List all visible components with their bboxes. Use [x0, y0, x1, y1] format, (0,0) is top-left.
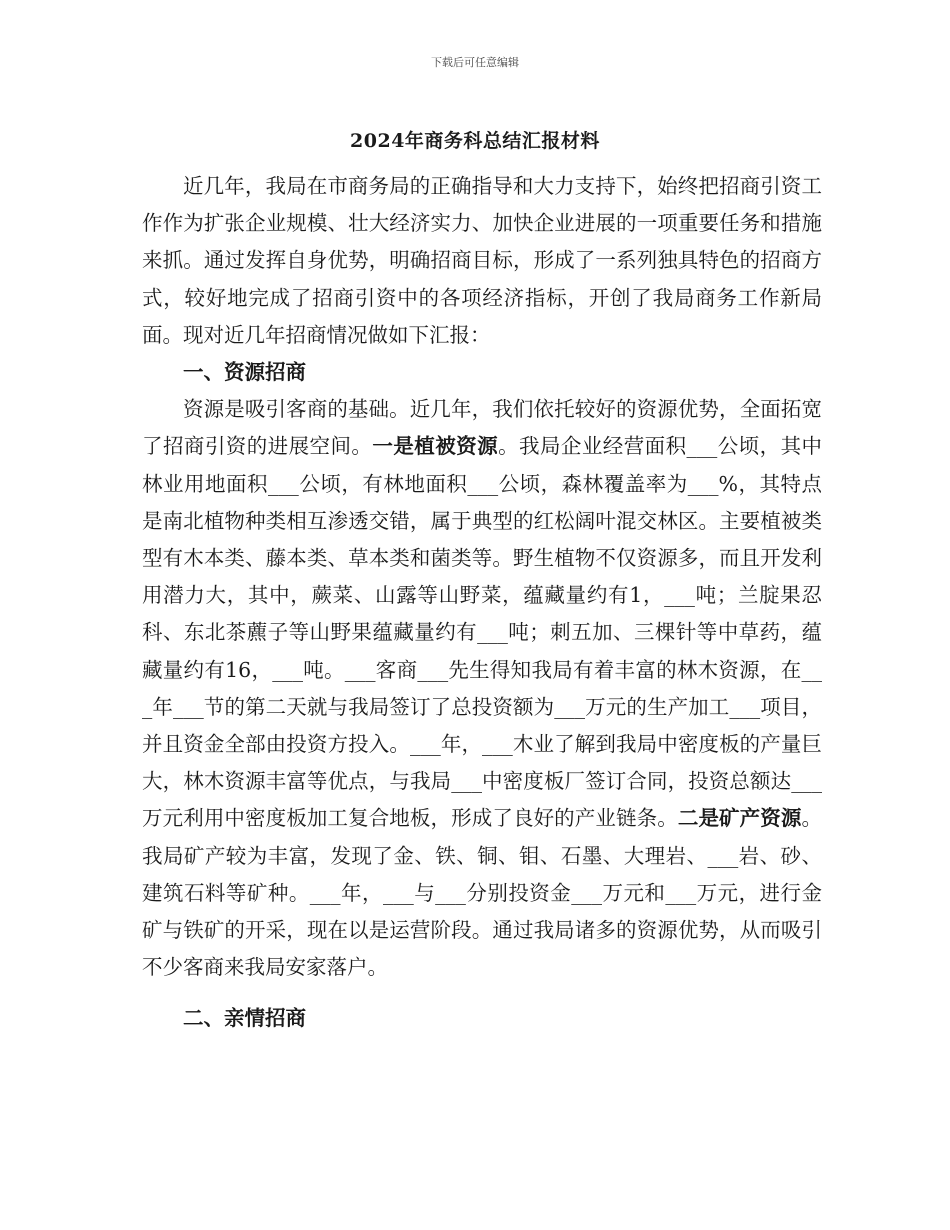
vegetation-resources-label: 一是植被资源 — [372, 434, 499, 459]
section-heading-resources: 一、资源招商 — [183, 360, 306, 385]
resources-text-part1: 资源是吸引客商的基础。近几年，我们依托较好的资源优势，全面拓宽了招商引资的进展空间。 — [142, 397, 822, 459]
section-heading-kinship: 二、亲情招商 — [183, 1006, 306, 1031]
resources-paragraph — [142, 391, 822, 986]
mineral-resources-label: 二是矿产资源 — [677, 806, 802, 831]
document-body — [142, 168, 822, 1038]
resources-text-part3: 。我局矿产较为丰富，发现了金、铁、铜、钼、石墨、大理岩、___岩、砂、建筑石料等矿种。___年，___与___分别投资金___万元和___万元，进行金矿与铁矿的开采，现在以是运营阶段。通过我局诸多的资源优势，从而吸引不少客商来我局安家落户。 — [142, 806, 822, 980]
intro-paragraph: 近几年，我局在市商务局的正确指导和大力支持下，始终把招商引资工作作为扩张企业规模、壮大经济实力、加快企业进展的一项重要任务和措施来抓。通过发挥自身优势，明确招商目标，形成了一系列独具特色的招商方式，较好地完成了招商引资中的各项经济指标，开创了我局商务工作新局面。现对近几年招商情况做如下汇报： — [142, 174, 822, 347]
document-title: 2024年商务科总结汇报材料 — [350, 130, 600, 152]
page-header-note: 下载后可任意编辑 — [431, 56, 519, 69]
resources-text-part2: 。我局企业经营面积___公顷，其中林业用地面积___公顷，有林地面积___公顷，森林覆盖率为___%，其特点是南北植物种类相互渗透交错，属于典型的红松阔叶混交林区。主要植被类型有木本类、藤本类、草本类和菌类等。野生植物不仅资源多，而且开发利用潜力大，其中，蕨菜、山露等山野菜，蕴藏量约有1，___吨；兰腚果忍科、东北茶藨子等山野果蕴藏量约有___吨；刺五加、三棵针等中草药，蕴藏量约有16，___吨。___客商___先生得知我局有着丰富的林木资源，在___年___节的第二天就与我局签订了总投资额为___万元的生产加工___项目，并且资金全部由投资方投入。___年，___木业了解到我局中密度板的产量巨大，林木资源丰富等优点，与我局___中密度板厂签订合同，投资总额达___万元利用中密度板加工复合地板，形成了良好的产业链条。 — [142, 434, 823, 831]
